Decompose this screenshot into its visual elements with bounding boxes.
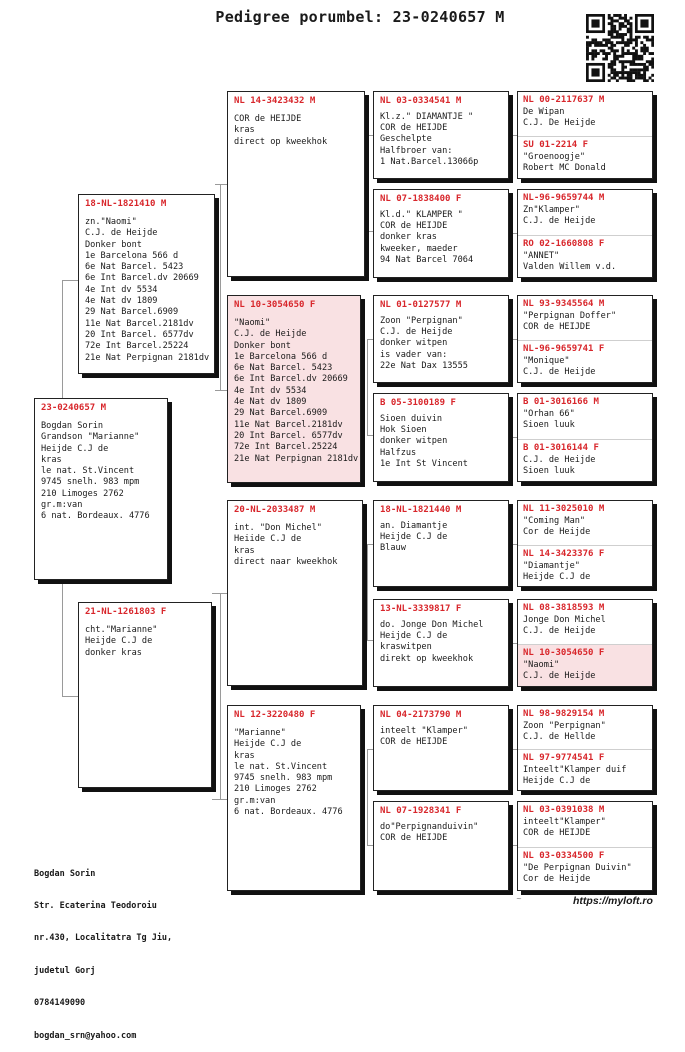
pigeon-card-great-grandparent[interactable] (373, 393, 509, 482)
pigeon-pair-card[interactable] (517, 500, 653, 587)
connector-line (212, 593, 227, 594)
detail-line: De Wipan (523, 107, 565, 117)
detail-line: "ANNET" (523, 251, 560, 261)
ring-number: NL 01-0127577 M (380, 300, 462, 310)
detail-line: "Diamantje" (523, 561, 580, 571)
connector-line (220, 593, 221, 799)
detail-line: Blauw (380, 543, 406, 554)
detail-line: Zn"Klamper" (523, 205, 580, 215)
detail-line: 4e Nat dv 1809 (85, 296, 158, 307)
pigeon-card-grandparent[interactable] (227, 705, 361, 891)
ring-number: NL-96-9659741 F (523, 344, 605, 354)
ring-number: NL 14-3423376 F (523, 549, 605, 559)
pigeon-details (523, 107, 647, 129)
detail-line: do. Jonge Don Michel (380, 620, 484, 630)
pigeon-details (523, 863, 647, 885)
owner-line: nr.430, Localitatra Tg Jiu, (34, 933, 173, 944)
detail-line: is vader van: (380, 349, 448, 360)
pigeon-pair-card[interactable] (517, 705, 653, 791)
ring-number: 21-NL-1261803 F (85, 607, 167, 617)
pigeon-details (234, 523, 356, 568)
detail-line: "Naomi" (523, 660, 560, 670)
detail-line: Robert MC Donald (523, 163, 606, 173)
detail-line: COR de HEIJDE (523, 828, 591, 838)
pigeon-pair-card[interactable] (517, 801, 653, 891)
detail-line: 4e Int dv 5534 (85, 284, 158, 295)
pigeon-details (234, 728, 354, 818)
connector-line (62, 280, 63, 398)
pigeon-details (234, 318, 359, 465)
pigeon-details (523, 765, 647, 787)
detail-line: C.J. De Heijde (523, 118, 596, 128)
detail-line: cht."Marianne" (85, 625, 158, 635)
detail-line: gr.m:van (234, 795, 276, 806)
detail-line: Cor de Heijde (523, 874, 591, 884)
detail-line: 9745 snelh. 983 mpm (234, 773, 333, 784)
detail-line: Zoon "Perpignan" (523, 721, 606, 731)
ring-number: NL 04-2173790 M (380, 710, 462, 720)
detail-line: direct op kweekhok (234, 136, 328, 147)
ring-number: 18-NL-1821410 M (85, 199, 167, 209)
connector-line (367, 544, 368, 640)
pigeon-details (41, 421, 161, 523)
detail-line: Kl.z." DIAMANTJE " (380, 112, 474, 122)
detail-line: "Monique" (523, 356, 570, 366)
detail-line: COR de HEIJDE (380, 833, 448, 844)
detail-line: do"Perpignanduivin" (380, 822, 479, 832)
pigeon-card-ancestor[interactable] (518, 439, 652, 482)
pigeon-details (523, 356, 647, 378)
owner-line: Str. Ecaterina Teodoroiu (34, 900, 157, 911)
detail-line: Heijde C.J de (85, 636, 153, 647)
ring-number: 20-NL-2033487 M (234, 505, 316, 515)
owner-email: bogdan_srn@yahoo.com (34, 1030, 137, 1041)
pigeon-details (380, 521, 502, 555)
pigeon-details (523, 311, 647, 333)
detail-line: Inteelt"Klamper duif (523, 765, 627, 775)
detail-line: C.J. de Heijde (523, 626, 596, 636)
pigeon-card-great-grandparent[interactable] (373, 295, 509, 383)
detail-line: kraswitpen (380, 642, 432, 653)
detail-line: Heijde C.J de (41, 443, 109, 454)
detail-line: 29 Nat Barcel.6909 (85, 307, 179, 318)
detail-line: 4e Nat dv 1809 (234, 397, 307, 408)
detail-line: C.J. de Heijde (523, 367, 596, 377)
pigeon-card-ancestor[interactable] (518, 92, 652, 136)
ring-number: 23-0240657 M (41, 403, 107, 413)
detail-line: "Groenoogje" (523, 152, 586, 162)
pigeon-card-great-grandparent[interactable] (373, 91, 509, 179)
pigeon-card-great-grandparent[interactable] (373, 705, 509, 791)
ring-number: NL 08-3818593 M (523, 603, 605, 613)
connector-line (220, 184, 221, 390)
owner-line: Bogdan Sorin (34, 868, 96, 879)
ring-number: NL 07-1838400 F (380, 194, 462, 204)
ring-number: NL 10-3054650 F (234, 300, 316, 310)
detail-line: kweeker, maeder (380, 243, 458, 254)
pigeon-details (523, 516, 647, 538)
pigeon-card-ancestor[interactable] (518, 296, 652, 340)
connector-line (62, 280, 78, 281)
ring-number: NL 03-0334500 F (523, 851, 605, 861)
detail-line: Grandson "Marianne" (41, 432, 140, 443)
detail-line: C.J. de Hellde (523, 732, 596, 742)
detail-line: 1e Barcelona 566 d (234, 351, 328, 362)
pigeon-details (380, 112, 502, 168)
detail-line: 11e Nat Barcel.2181dv (234, 419, 343, 430)
connector-line (215, 184, 227, 185)
ring-number: NL 93-9345564 M (523, 299, 605, 309)
pigeon-card-ancestor[interactable] (518, 706, 652, 749)
ring-number: NL 03-0334541 M (380, 96, 462, 106)
detail-line: "Orhan 66" (523, 409, 575, 419)
detail-line: donker witpen (380, 338, 448, 349)
detail-line: 6e Nat Barcel. 5423 (234, 363, 333, 374)
detail-line: Bogdan Sorin (41, 421, 104, 431)
pigeon-details (523, 660, 647, 682)
connector-line (215, 390, 227, 391)
detail-line: "Naomi" (234, 318, 271, 328)
detail-line: 9745 snelh. 983 mpm (41, 477, 140, 488)
detail-line: 6 nat. Bordeaux. 4776 (234, 807, 343, 818)
pigeon-details (523, 205, 647, 227)
detail-line: "Perpignan Doffer" (523, 311, 617, 321)
detail-line: Donker bont (234, 340, 291, 351)
detail-line: 20 Int Barcel. 6577dv (85, 329, 194, 340)
detail-line: Cor de Heijde (523, 527, 591, 537)
connector-line (62, 580, 63, 696)
detail-line: "De Perpignan Duivin" (523, 863, 632, 873)
detail-line: 6 nat. Bordeaux. 4776 (41, 511, 150, 522)
detail-line: Halfzus (380, 447, 417, 458)
detail-line: 6e Int Barcel.dv 20669 (234, 374, 348, 385)
detail-line: direct naar kweekhok (234, 556, 338, 567)
detail-line: COR de HEIJDE (523, 322, 591, 332)
detail-line: C.J. de Heijde (85, 228, 158, 239)
pigeon-card-ancestor[interactable] (518, 136, 652, 179)
detail-line: Zoon "Perpignan" (380, 316, 463, 326)
detail-line: C.J. de Heijde (234, 329, 307, 340)
pigeon-details (523, 409, 647, 431)
detail-line: Hok Sioen (380, 425, 427, 436)
detail-line: "Coming Man" (523, 516, 586, 526)
pigeon-card-ancestor[interactable] (518, 644, 652, 687)
ring-number: NL 14-3423432 M (234, 96, 316, 106)
ring-number: B 01-3016166 M (523, 397, 599, 407)
detail-line: C.J. de Heijde (523, 671, 596, 681)
detail-line: 29 Nat Barcel.6909 (234, 408, 328, 419)
detail-line: Heijde C.J de (523, 572, 591, 582)
detail-line: COR de HEIJDE (380, 737, 448, 748)
detail-line: 210 Limoges 2762 (41, 488, 124, 499)
detail-line: 1e Barcelona 566 d (85, 250, 179, 261)
detail-line: an. Diamantje (380, 521, 448, 531)
detail-line: direkt op kweekhok (380, 653, 474, 664)
website-link[interactable]: https://myloft.ro (573, 895, 653, 907)
pigeon-details (523, 817, 647, 839)
pigeon-card-ancestor[interactable] (518, 235, 652, 278)
detail-line: Halfbroer van: (380, 145, 453, 156)
detail-line: le nat. St.Vincent (234, 761, 328, 772)
qr-code-icon (586, 14, 654, 82)
detail-line: le nat. St.Vincent (41, 466, 135, 477)
pigeon-details (380, 620, 502, 665)
pigeon-card-grandparent[interactable] (227, 91, 365, 277)
detail-line: "Marianne" (234, 728, 286, 738)
ring-number: NL 10-3054650 F (523, 648, 605, 658)
pigeon-details (523, 251, 647, 273)
detail-line: Heijde C.J de (380, 532, 448, 543)
ring-number: 13-NL-3339817 F (380, 604, 462, 614)
detail-line: Sioen duivin (380, 414, 443, 424)
detail-line: donker witpen (380, 436, 448, 447)
ring-number: NL-96-9659744 M (523, 193, 605, 203)
pigeon-card-dam[interactable] (78, 602, 212, 788)
connector-line (62, 696, 78, 697)
ring-number: NL 97-9774541 F (523, 753, 605, 763)
pigeon-card-grandparent[interactable] (227, 500, 363, 686)
detail-line: 20 Int Barcel. 6577dv (234, 430, 343, 441)
detail-line: 21e Nat Perpignan 2181dv (85, 352, 210, 363)
connector-line (212, 799, 227, 800)
pigeon-details (380, 414, 502, 470)
pigeon-card-ancestor[interactable] (518, 600, 652, 644)
pigeon-card-great-grandparent[interactable] (373, 500, 509, 587)
detail-line: Kl.d." KLAMPER " (380, 210, 463, 220)
pigeon-details (234, 114, 358, 148)
detail-line: donker kras (85, 647, 142, 658)
pigeon-details (380, 210, 502, 266)
detail-line: Geschelpte (380, 134, 432, 145)
detail-line: C.J. de Heijde (523, 455, 596, 465)
connector-line (367, 135, 368, 231)
detail-line: COR de HEIJDE (234, 114, 302, 124)
pigeon-details (85, 625, 205, 659)
ring-number: NL 12-3220480 F (234, 710, 316, 720)
pigeon-details (380, 822, 502, 844)
detail-line: 6e Nat Barcel. 5423 (85, 262, 184, 273)
detail-line: kras (234, 545, 255, 556)
detail-line: int. "Don Michel" (234, 523, 322, 533)
detail-line: Heiide C.J de (234, 534, 302, 545)
connector-line (367, 749, 368, 845)
detail-line: zn."Naomi" (85, 217, 137, 227)
detail-line: gr.m:van (41, 500, 83, 511)
pigeon-card-great-grandparent[interactable] (373, 599, 509, 687)
detail-line: Heijde C.J de (234, 739, 302, 750)
detail-line: 72e Int Barcel.25224 (234, 442, 338, 453)
detail-line: 21e Nat Perpignan 2181dv (234, 453, 359, 464)
pigeon-card-ancestor[interactable] (518, 340, 652, 383)
pigeon-card-subject[interactable] (34, 398, 168, 580)
pigeon-card-great-grandparent[interactable] (373, 189, 509, 278)
pigeon-card-sire[interactable] (78, 194, 215, 374)
detail-line: kras (234, 750, 255, 761)
ring-number: NL 98-9829154 M (523, 709, 605, 719)
detail-line: Heijde C.J de (380, 631, 448, 642)
detail-line: 22e Nat Dax 13555 (380, 360, 468, 371)
pigeon-details (85, 217, 208, 364)
detail-line: 94 Nat Barcel 7064 (380, 254, 474, 265)
ring-number: NL 07-1928341 F (380, 806, 462, 816)
detail-line: 1 Nat.Barcel.13066p (380, 156, 479, 167)
detail-line: 1e Int St Vincent (380, 458, 468, 469)
pigeon-details (523, 615, 647, 637)
pigeon-card-ancestor[interactable] (518, 501, 652, 545)
ring-number: SU 01-2214 F (523, 140, 589, 150)
pigeon-details (523, 152, 647, 174)
pigeon-pair-card[interactable] (517, 295, 653, 383)
detail-line: C.J. de Heijde (380, 327, 453, 338)
pigeon-card-ancestor[interactable] (518, 749, 652, 791)
pigeon-details (523, 455, 647, 477)
detail-line: donker kras (380, 232, 437, 243)
pigeon-pair-card[interactable] (517, 393, 653, 482)
pigeon-card-ancestor[interactable] (518, 847, 652, 891)
pigeon-card-grandparent[interactable] (227, 295, 361, 483)
detail-line: 11e Nat Barcel.2181dv (85, 318, 194, 329)
pigeon-card-great-grandparent[interactable] (373, 801, 509, 891)
detail-line: 72e Int Barcel.25224 (85, 341, 189, 352)
detail-line: Valden Willem v.d. (523, 262, 617, 272)
owner-line: 0784149090 (34, 998, 86, 1009)
pigeon-details (380, 316, 502, 372)
signature-mark: ~ (516, 895, 522, 903)
detail-line: kras (234, 125, 255, 136)
page-title: Pedigree porumbel: 23-0240657 M (215, 8, 505, 26)
detail-line: inteelt "Klamper" (380, 726, 468, 736)
pigeon-pair-card[interactable] (517, 189, 653, 278)
detail-line: Heijde C.J de (523, 776, 591, 786)
ring-number: B 05-3100189 F (380, 398, 456, 408)
detail-line: 210 Limoges 2762 (234, 784, 317, 795)
detail-line: inteelt"Klamper" (523, 817, 606, 827)
pigeon-pair-card[interactable] (517, 91, 653, 179)
detail-line: 6e Int Barcel.dv 20669 (85, 273, 199, 284)
detail-line: kras (41, 454, 62, 465)
pigeon-card-ancestor[interactable] (518, 190, 652, 235)
ring-number: 18-NL-1821440 M (380, 505, 462, 515)
ring-number: NL 11-3025010 M (523, 504, 605, 514)
pigeon-pair-card[interactable] (517, 599, 653, 687)
detail-line: COR de HEIJDE (380, 221, 448, 232)
detail-line: Sioen luuk (523, 420, 575, 430)
detail-line: Sioen luuk (523, 466, 575, 476)
detail-line: COR de HEIJDE (380, 123, 448, 134)
detail-line: Donker bont (85, 239, 142, 250)
ring-number: NL 00-2117637 M (523, 95, 605, 105)
detail-line: C.J. de Heijde (523, 216, 596, 226)
pigeon-card-ancestor[interactable] (518, 545, 652, 587)
pigeon-details (523, 561, 647, 583)
detail-line: Jonge Don Michel (523, 615, 606, 625)
pigeon-card-ancestor[interactable] (518, 802, 652, 847)
ring-number: RO 02-1660808 F (523, 239, 605, 249)
detail-line: 4e Int dv 5534 (234, 385, 307, 396)
connector-line (367, 339, 368, 435)
pigeon-details (523, 721, 647, 743)
owner-contact (34, 847, 172, 1052)
pigeon-details (380, 726, 502, 748)
ring-number: B 01-3016144 F (523, 443, 599, 453)
pigeon-card-ancestor[interactable] (518, 394, 652, 439)
owner-line: judetul Gorj (34, 965, 96, 976)
ring-number: NL 03-0391038 M (523, 805, 605, 815)
